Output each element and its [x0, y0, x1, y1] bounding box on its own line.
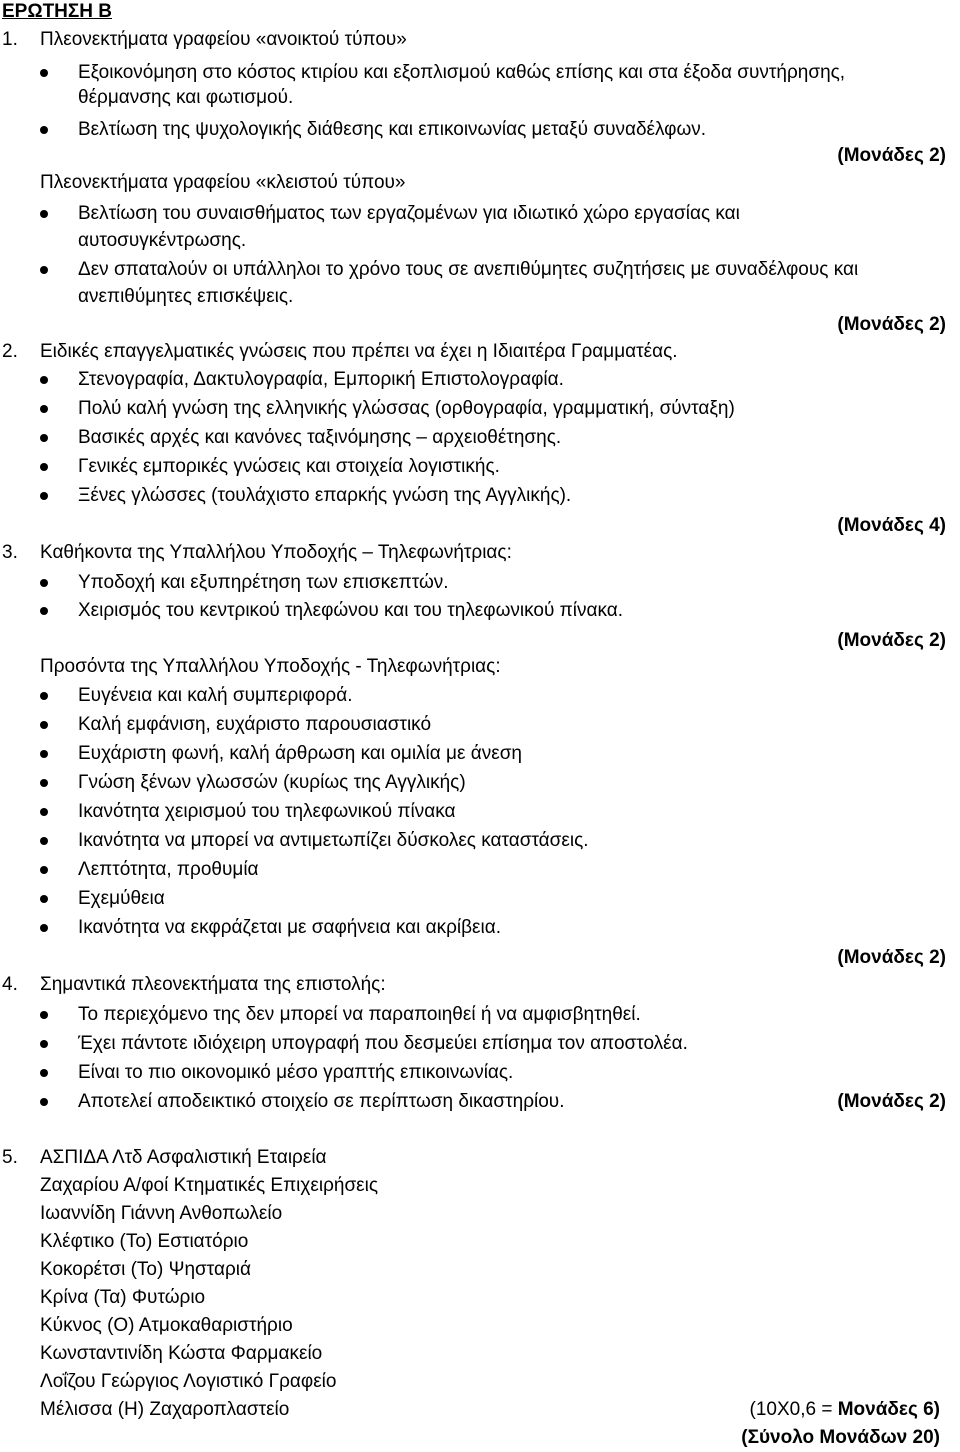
q3-qualification-5: Ικανότητα χειρισμού του τηλεφωνικού πίνακα — [78, 801, 456, 822]
q3-duty-1: Υποδοχή και εξυπηρέτηση των επισκεπτών. — [78, 572, 449, 593]
bullet-icon — [40, 895, 48, 903]
bullet-icon — [40, 721, 48, 729]
bullet-icon — [40, 607, 48, 615]
bullet-icon — [40, 463, 48, 471]
bullet-icon — [40, 1040, 48, 1048]
q1-open-item-1-line-1: Εξοικονόμηση στο κόστος κτιρίου και εξοπλισμού καθώς επίσης και στα έξοδα συντήρησης, — [78, 62, 846, 83]
q1-open-item-2: Βελτίωση της ψυχολογικής διάθεσης και επικοινωνίας μεταξύ συναδέλφων. — [78, 119, 707, 140]
q5-entry-1: ΑΣΠΙΔΑ Λτδ Ασφαλιστική Εταιρεία — [40, 1147, 327, 1168]
bullet-icon — [40, 579, 48, 587]
q1-number: 1. — [2, 29, 18, 50]
q2-item-3: Βασικές αρχές και κανόνες ταξινόμησης – αρχειοθέτησης. — [78, 427, 562, 448]
q1-closed-item-2-line-2: ανεπιθύμητες επισκέψεις. — [78, 286, 294, 307]
bullet-icon — [40, 434, 48, 442]
q3-qualification-2: Καλή εμφάνιση, ευχάριστο παρουσιαστικό — [78, 714, 432, 735]
q5-entry-6: Κρίνα (Τα) Φυτώριο — [40, 1287, 206, 1308]
q3-qualification-1: Ευγένεια και καλή συμπεριφορά. — [78, 685, 353, 706]
q3-number: 3. — [2, 542, 18, 563]
bullet-icon — [40, 69, 48, 77]
q4-title: Σημαντικά πλεονεκτήματα της επιστολής: — [40, 974, 386, 995]
bullet-icon — [40, 405, 48, 413]
q5-entry-8: Κωνσταντινίδη Κώστα Φαρμακείο — [40, 1343, 323, 1364]
page-heading: ΕΡΩΤΗΣΗ Β — [2, 1, 113, 22]
q3-duty-2: Χειρισμός του κεντρικού τηλεφώνου και του τηλεφωνικού πίνακα. — [78, 600, 623, 621]
q3-qualification-4: Γνώση ξένων γλωσσών (κυρίως της Αγγλικής) — [78, 772, 466, 793]
q5-points-value: Μονάδες 6) — [837, 1399, 940, 1420]
bullet-icon — [40, 1069, 48, 1077]
q5-entry-9: Λοΐζου Γεώργιος Λογιστικό Γραφείο — [40, 1371, 337, 1392]
q2-points: (Μονάδες 4) — [837, 515, 946, 536]
q5-number: 5. — [2, 1147, 18, 1168]
q2-item-5: Ξένες γλώσσες (τουλάχιστο επαρκής γνώση της Αγγλικής). — [78, 485, 572, 506]
q1-closed-item-2-line-1: Δεν σπαταλούν οι υπάλληλοι το χρόνο τους σε ανεπιθύμητες συζητήσεις με συναδέλφους και — [78, 259, 859, 280]
q2-item-4: Γενικές εμπορικές γνώσεις και στοιχεία λογιστικής. — [78, 456, 500, 477]
total-points: (Σύνολο Μονάδων 20) — [741, 1427, 940, 1448]
bullet-icon — [40, 1011, 48, 1019]
q1-open-item-1-line-2: θέρμανσης και φωτισμού. — [78, 87, 294, 108]
bullet-icon — [40, 924, 48, 932]
bullet-icon — [40, 210, 48, 218]
q3-qualification-7: Λεπτότητα, προθυμία — [78, 859, 259, 880]
q5-entry-3: Ιωαννίδη Γιάννη Ανθοπωλείο — [40, 1203, 283, 1224]
q4-item-4: Αποτελεί αποδεικτικό στοιχείο σε περίπτωση δικαστηρίου. — [78, 1091, 565, 1112]
q3-points-2: (Μονάδες 2) — [837, 947, 946, 968]
bullet-icon — [40, 866, 48, 874]
q2-title: Ειδικές επαγγελματικές γνώσεις που πρέπει να έχει η Ιδιαιτέρα Γραμματέας. — [40, 341, 678, 362]
q1-closed-title: Πλεονεκτήματα γραφείου «κλειστού τύπου» — [40, 172, 406, 193]
bullet-icon — [40, 750, 48, 758]
q3-qualification-9: Ικανότητα να εκφράζεται με σαφήνεια και ακρίβεια. — [78, 917, 501, 938]
q1-open-title: Πλεονεκτήματα γραφείου «ανοικτού τύπου» — [40, 29, 407, 50]
bullet-icon — [40, 376, 48, 384]
bullet-icon — [40, 779, 48, 787]
q2-item-1: Στενογραφία, Δακτυλογραφία, Εμπορική Επιστολογραφία. — [78, 369, 564, 390]
q3-qualifications-title: Προσόντα της Υπαλλήλου Υποδοχής - Τηλεφωνήτριας: — [40, 656, 501, 677]
bullet-icon — [40, 126, 48, 134]
q1-points-2: (Μονάδες 2) — [837, 314, 946, 335]
q3-title: Καθήκοντα της Υπαλλήλου Υποδοχής – Τηλεφωνήτριας: — [40, 542, 512, 563]
q4-item-2: Έχει πάντοτε ιδιόχειρη υπογραφή που δεσμεύει επίσημα τον αποστολέα. — [78, 1033, 688, 1054]
q5-entry-2: Ζαχαρίου Α/φοί Κτηματικές Επιχειρήσεις — [40, 1175, 379, 1196]
q5-entry-4: Κλέφτικο (Το) Εστιατόριο — [40, 1231, 249, 1252]
bullet-icon — [40, 692, 48, 700]
q4-item-3: Είναι το πιο οικονομικό μέσο γραπτής επικοινωνίας. — [78, 1062, 514, 1083]
q3-qualification-3: Ευχάριστη φωνή, καλή άρθρωση και ομιλία με άνεση — [78, 743, 522, 764]
q5-entry-5: Κοκορέτσι (Το) Ψησταριά — [40, 1259, 252, 1280]
q4-item-1: Το περιεχόμενο της δεν μπορεί να παραποιηθεί ή να αμφισβητηθεί. — [78, 1004, 641, 1025]
q3-qualification-6: Ικανότητα να μπορεί να αντιμετωπίζει δύσκολες καταστάσεις. — [78, 830, 589, 851]
q2-number: 2. — [2, 341, 18, 362]
bullet-icon — [40, 837, 48, 845]
q3-qualification-8: Εχεμύθεια — [78, 888, 165, 909]
q1-closed-item-1-line-1: Βελτίωση του συναισθήματος των εργαζομένων για ιδιωτικό χώρο εργασίας και — [78, 203, 740, 224]
q4-number: 4. — [2, 974, 18, 995]
bullet-icon — [40, 1098, 48, 1106]
q2-item-2: Πολύ καλή γνώση της ελληνικής γλώσσας (ορθογραφία, γραμματική, σύνταξη) — [78, 398, 735, 419]
q3-points-1: (Μονάδες 2) — [837, 630, 946, 651]
bullet-icon — [40, 266, 48, 274]
bullet-icon — [40, 492, 48, 500]
q1-closed-item-1-line-2: αυτοσυγκέντρωσης. — [78, 230, 247, 251]
q5-entry-10: Μέλισσα (Η) Ζαχαροπλαστείο — [40, 1399, 290, 1420]
q1-points-1: (Μονάδες 2) — [837, 145, 946, 166]
q4-points: (Μονάδες 2) — [837, 1091, 946, 1112]
q5-points — [750, 1399, 940, 1421]
bullet-icon — [40, 808, 48, 816]
q5-points-calc: (10Χ0,6 = — [749, 1399, 838, 1420]
q5-entry-7: Κύκνος (Ο) Ατμοκαθαριστήριο — [40, 1315, 293, 1336]
